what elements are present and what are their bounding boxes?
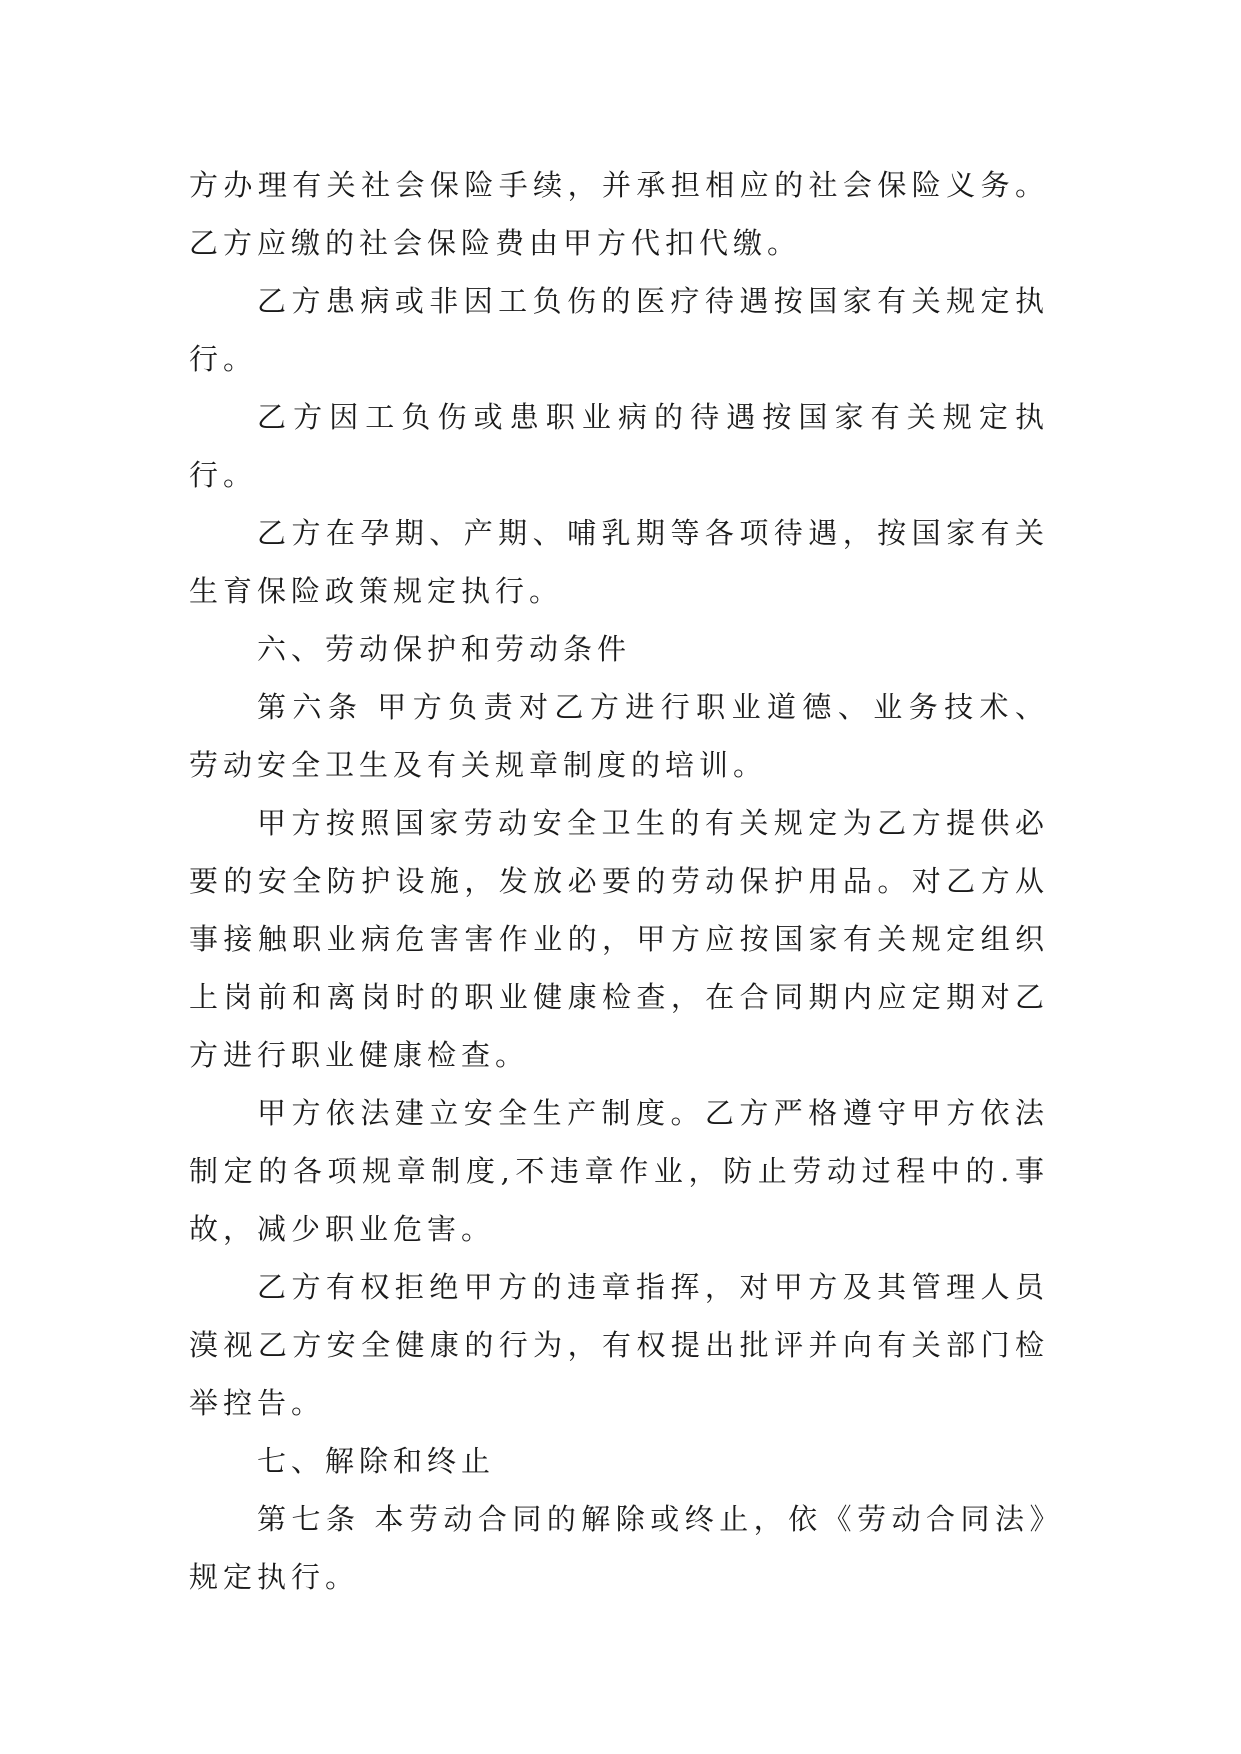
article-six-label: 第六条	[257, 690, 364, 724]
paragraph-safety-rules: 甲方依法建立安全生产制度。乙方严格遵守甲方依法制定的各项规章制度,不违章作业，防止劳动过程中的.事故，减少职业危害。	[189, 1096, 1049, 1246]
document-body	[189, 156, 1049, 1606]
paragraph-work-injury-treatment: 乙方因工负伤或患职业病的待遇按国家有关规定执行。	[189, 400, 1049, 492]
article-six-text: 甲方负责对乙方进行职业道德、业务技术、劳动安全卫生及有关规章制度的培训。	[189, 690, 1049, 782]
article-six	[189, 678, 1049, 794]
paragraph-maternity-treatment: 乙方在孕期、产期、哺乳期等各项待遇，按国家有关生育保险政策规定执行。	[189, 516, 1049, 608]
section-heading-labor-protection: 六、劳动保护和劳动条件	[257, 632, 632, 666]
paragraph-social-insurance-continuation: 方办理有关社会保险手续，并承担相应的社会保险义务。乙方应缴的社会保险费由甲方代扣代缴。	[189, 168, 1049, 260]
article-seven-label: 第七条	[257, 1502, 361, 1536]
paragraph-safety-equipment: 甲方按照国家劳动安全卫生的有关规定为乙方提供必要的安全防护设施，发放必要的劳动保护用品。对乙方从事接触职业病危害害作业的，甲方应按国家有关规定组织上岗前和离岗时的职业健康检查，在合同期内应定期对乙方进行职业健康检查。	[189, 806, 1049, 1072]
section-heading-termination: 七、解除和终止	[257, 1444, 496, 1478]
paragraph-right-to-refuse: 乙方有权拒绝甲方的违章指挥，对甲方及其管理人员漠视乙方安全健康的行为，有权提出批评并向有关部门检举控告。	[189, 1270, 1049, 1420]
article-seven	[189, 1490, 1049, 1606]
paragraph-illness-treatment: 乙方患病或非因工负伤的医疗待遇按国家有关规定执行。	[189, 284, 1049, 376]
article-seven-text: 本劳动合同的解除或终止，依《劳动合同法》规定执行。	[189, 1502, 1049, 1594]
